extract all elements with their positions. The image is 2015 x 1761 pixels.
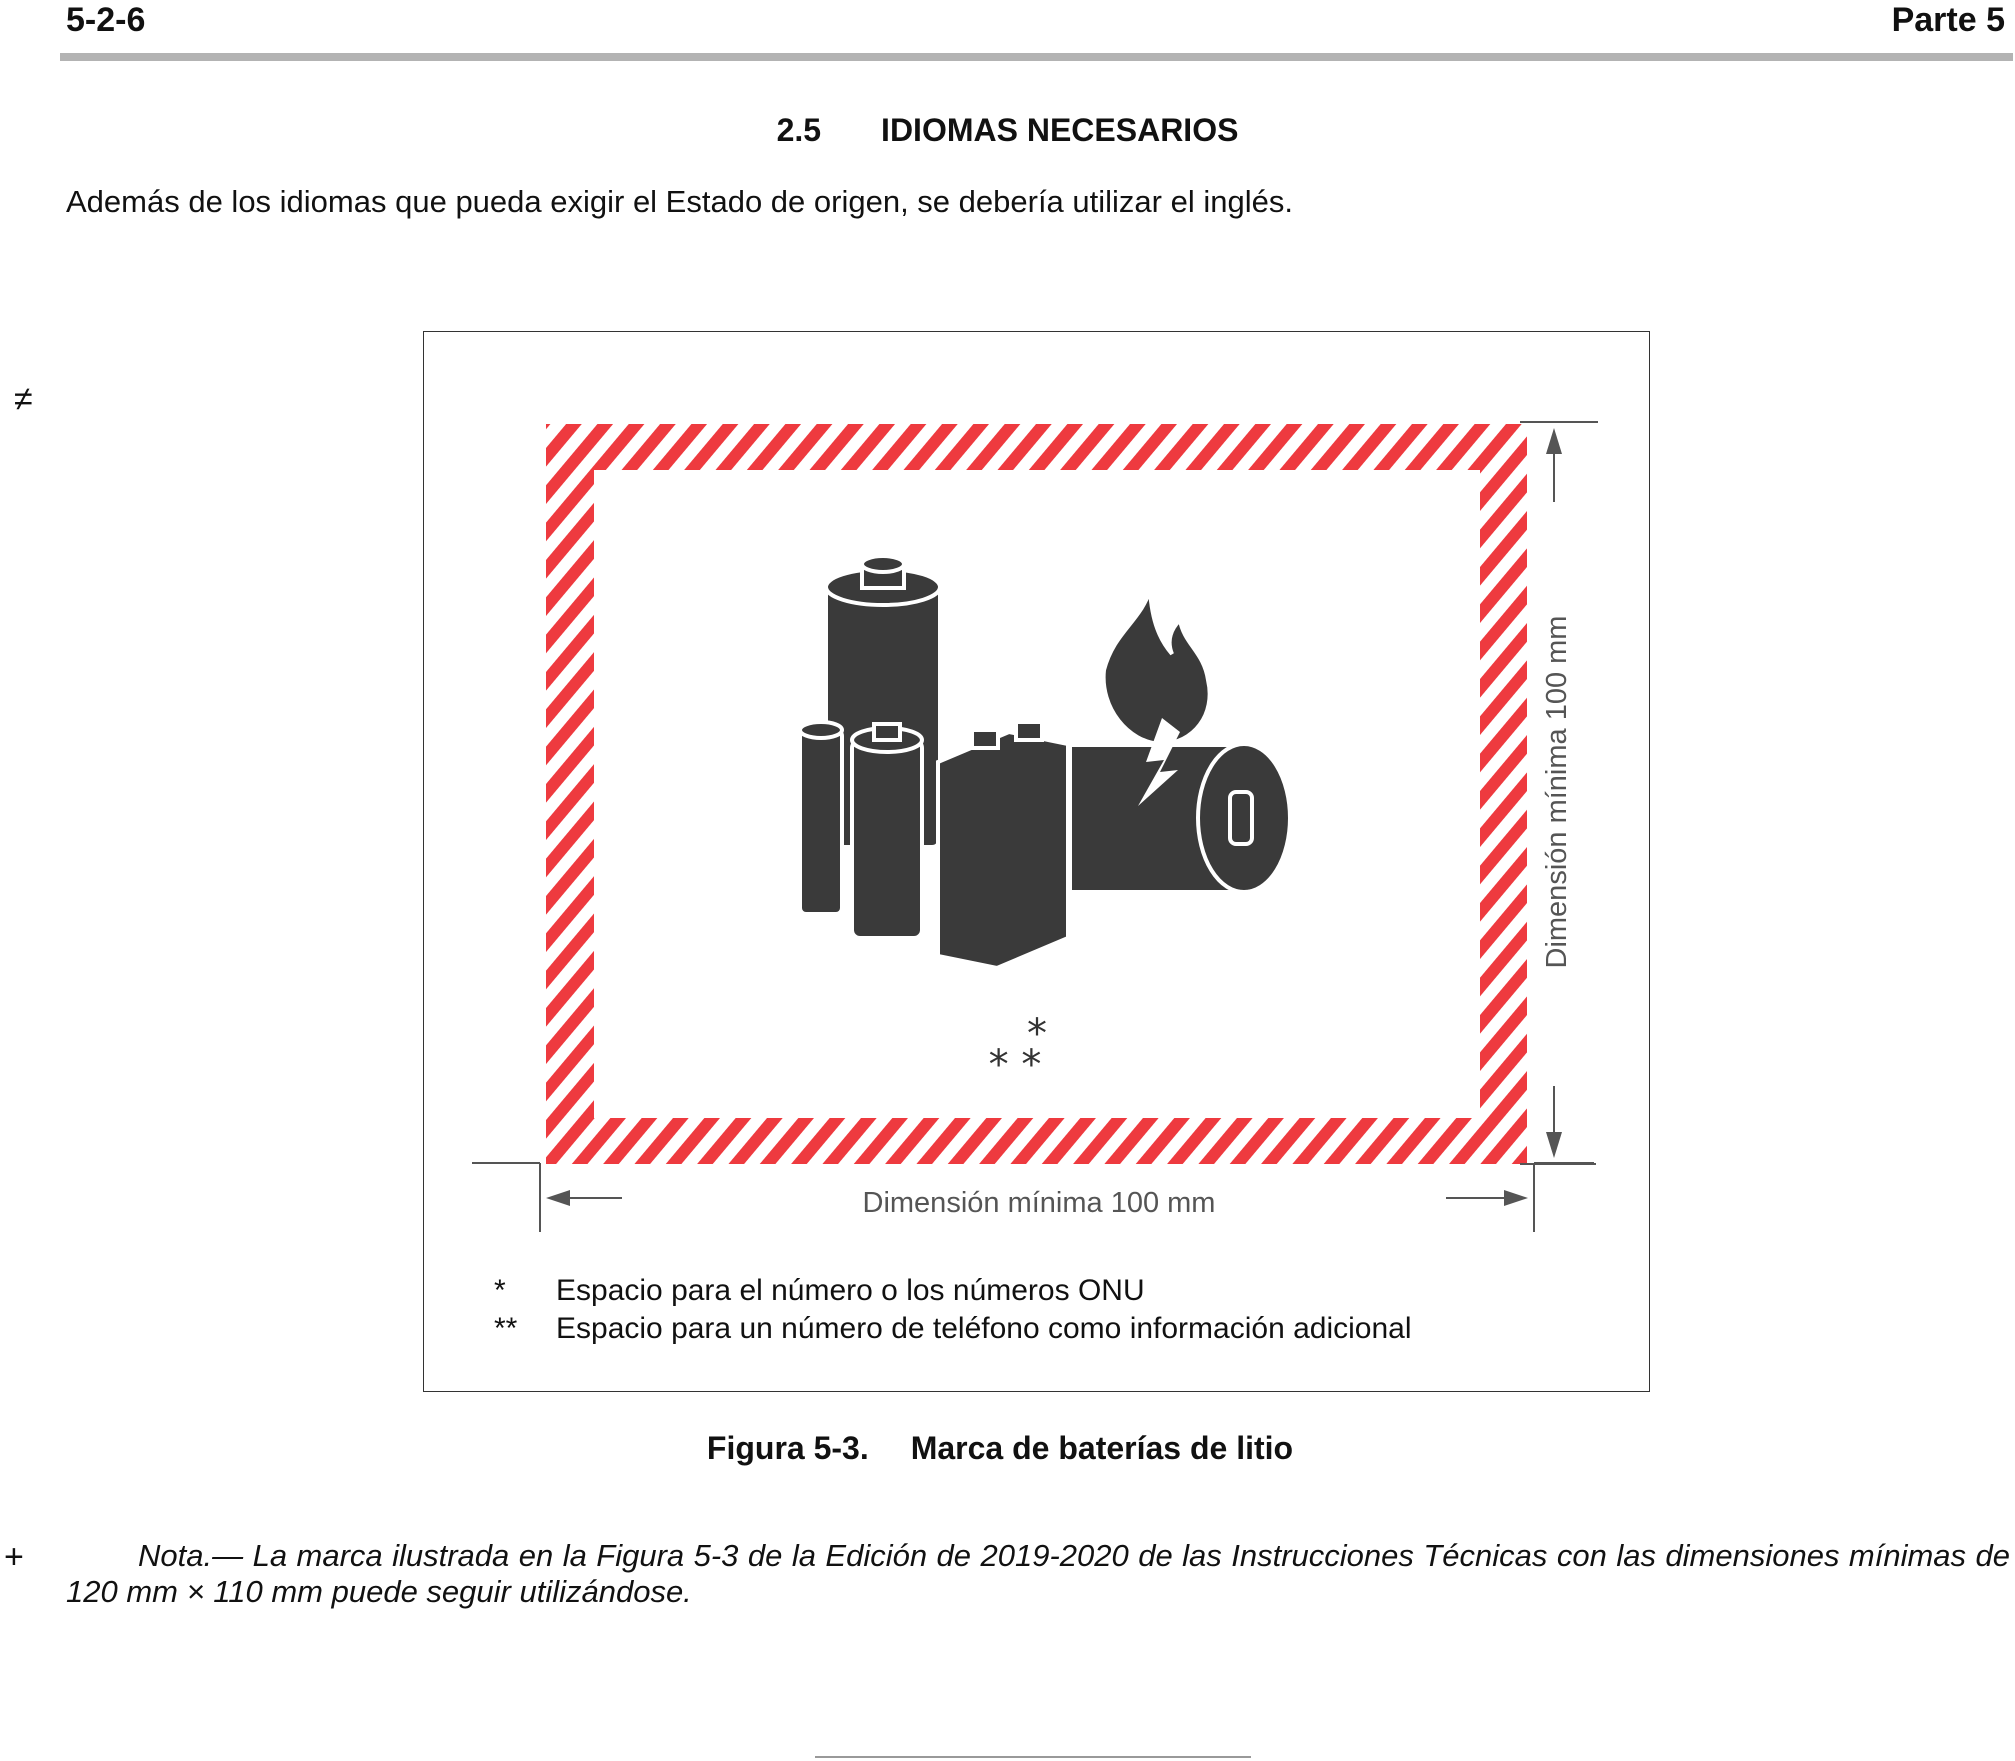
figure-frame — [423, 331, 1650, 1392]
note-paragraph — [66, 1538, 2010, 1610]
batteries-icon — [800, 556, 1290, 968]
note-lead: Nota.— — [138, 1538, 244, 1573]
change-mark-plus: + — [4, 1538, 24, 1576]
footnote-symbol: * — [494, 1274, 506, 1307]
footnote-symbol: ** — [494, 1312, 518, 1345]
figure-caption — [0, 1428, 2000, 1468]
arrow-down-icon — [1546, 1132, 1562, 1158]
footer-divider — [815, 1756, 1251, 1758]
arrow-up-icon — [1546, 428, 1562, 454]
footnote-text: Espacio para el número o los números ONU — [556, 1274, 1145, 1307]
figure-title: Marca de baterías de litio — [910, 1430, 1294, 1466]
change-mark-not-equal: ≠ — [14, 380, 33, 418]
arrow-left-icon — [546, 1190, 570, 1206]
section-heading — [0, 110, 2015, 150]
footnote-un-number — [494, 1272, 1412, 1310]
footnote-text: Espacio para un número de teléfono como información adicional — [556, 1312, 1412, 1345]
lithium-battery-mark-graphic — [424, 332, 1651, 1393]
figure-footnotes — [494, 1272, 1412, 1348]
body-paragraph: Además de los idiomas que pueda exigir el Estado de origen, se debería utilizar el inglés. — [66, 184, 1293, 219]
arrow-right-icon — [1504, 1190, 1528, 1206]
footnote-telephone — [494, 1310, 1412, 1348]
page-number: 5-2-6 — [66, 1, 146, 39]
horizontal-dimension-label: Dimensión mínima 100 mm — [862, 1187, 1216, 1219]
placeholder-single-asterisk: * — [1027, 1011, 1047, 1057]
section-number: 2.5 — [776, 112, 822, 148]
note-text: La marca ilustrada en la Figura 5-3 de la Edición de 2019-2020 de las Instrucciones Técnicas con las dimensiones mínimas de 120 mm × 110 mm puede seguir utilizándose. — [66, 1538, 2010, 1609]
header-divider — [60, 53, 2013, 61]
section-title: IDIOMAS NECESARIOS — [881, 112, 1239, 148]
placeholder-double-asterisk: * * — [988, 1042, 1042, 1088]
figure-number: Figura 5-3. — [706, 1430, 869, 1466]
part-label: Parte 5 — [1891, 1, 2005, 39]
vertical-dimension-label: Dimensión mínima 100 mm — [1541, 615, 1573, 969]
